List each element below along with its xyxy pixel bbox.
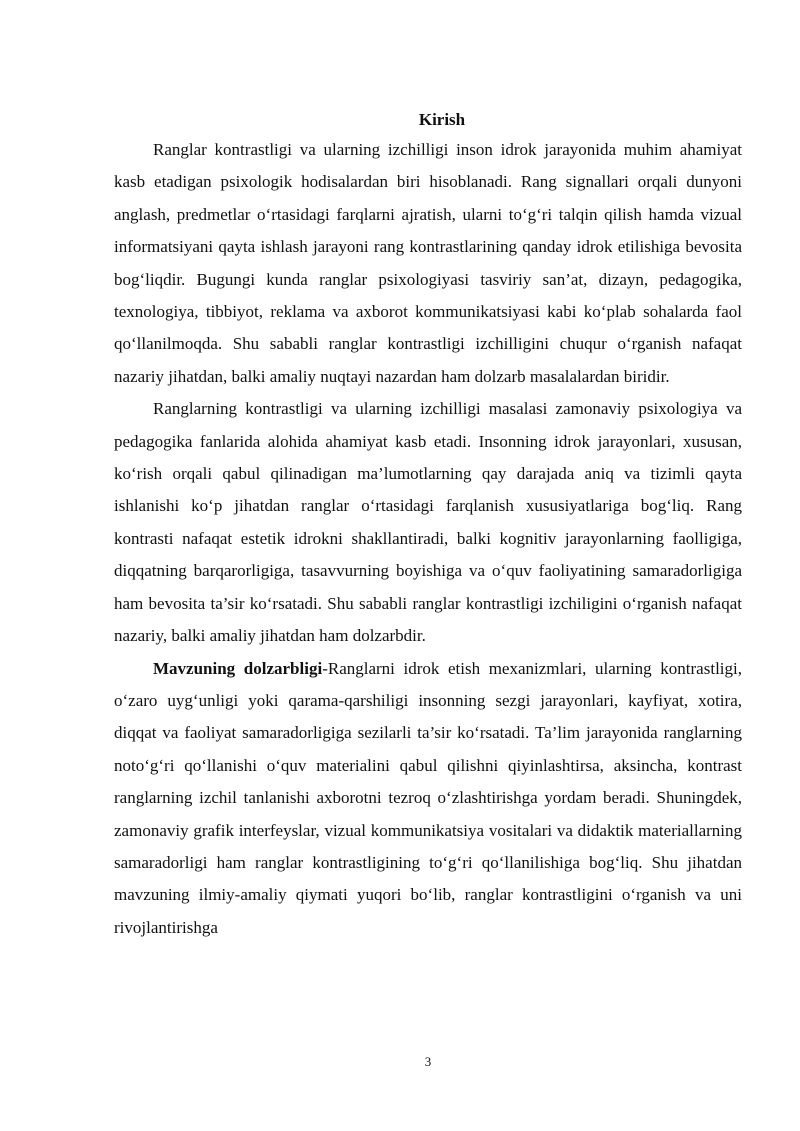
relevance-text: -Ranglarni idrok etish mexanizmlari, ularning kontrastligi, o‘zaro uyg‘unligi yoki qarama-qarshiligi insonning sezgi jarayonlari, kayfiyat, xotira, diqqat va faoliyat samaradorligiga sezilarli ta’sir ko‘rsatadi. Ta’lim jarayonida ranglarning noto‘g‘ri qo‘llanishi o‘quv materialini qabul qilishni qiyinlashtirsa, aksincha, kontrast ranglarning izchil tanlanishi axborotni tezroq o‘zlashtirishga yordam beradi. Shuningdek, zamonaviy grafik interfeyslar, vizual kommunikatsiya vositalari va didaktik materiallarning samaradorligi ham ranglar kontrastligining to‘g‘ri qo‘llanilishiga bog‘liq. Shu jihatdan mavzuning ilmiy-amaliy qiymati yuqori bo‘lib, ranglar kontrastligini o‘rganish va uni rivojlantirishga [114,658,742,937]
paragraph-relevance [114,653,742,945]
paragraph-importance: Ranglarning kontrastligi va ularning izchilligi masalasi zamonaviy psixologiya va pedagogika fanlarida alohida ahamiyat kasb etadi. Insonning idrok jarayonlari, xususan, ko‘rish orqali qabul qilinadigan ma’lumotlarning qay darajada aniq va tizimli qayta ishlanishi ko‘p jihatdan ranglar o‘rtasidagi farqlanish xususiyatlariga bog‘liq. Rang kontrasti nafaqat estetik idrokni shakllantiradi, balki kognitiv jarayonlarning faolligiga, diqqatning barqarorligiga, tasavvurning boyishiga va o‘quv faoliyatining samaradorligiga ham bevosita ta’sir ko‘rsatadi. Shu sababli ranglar kontrastligi izchiligini o‘rganish nafaqat nazariy, balki amaliy jihatdan ham dolzarbdir. [114,399,742,646]
section-title: Kirish [418,110,466,129]
relevance-heading: Mavzuning dolzarbligi [153,658,323,678]
paragraph-intro: Ranglar kontrastligi va ularning izchilligi inson idrok jarayonida muhim ahamiyat kasb etadigan psixologik hodisalardan biri hisoblanadi. Rang signallari orqali dunyoni anglash, predmetlar o‘rtasidagi farqlarni ajratish, ularni to‘g‘ri talqin qilish hamda vizual informatsiyani qayta ishlash jarayoni rang kontrastlarining qanday idrok etilishiga bevosita bog‘liqdir. Bugungi kunda ranglar psixologiyasi tasviriy san’at, dizayn, pedagogika, texnologiya, tibbiyot, reklama va axborot kommunikatsiyasi kabi ko‘plab sohalarda faol qo‘llanilmoqda. Shu sababli ranglar kontrastligi izchilligini chuqur o‘rganish nafaqat nazariy jihatdan, balki amaliy nuqtayi nazardan ham dolzarb masalalardan biridir. [114,140,742,386]
page-number: 3 [424,1054,432,1069]
document-body [114,106,742,944]
